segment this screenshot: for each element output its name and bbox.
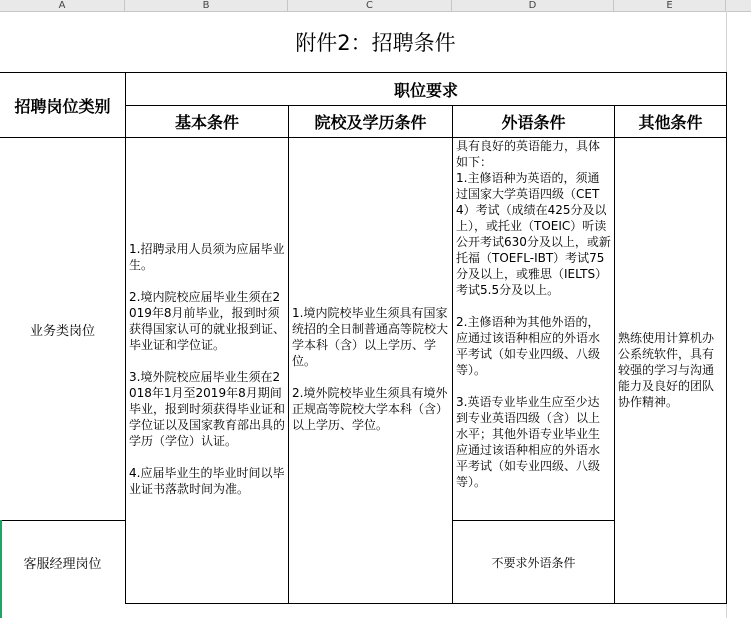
border-line — [125, 603, 727, 604]
border-line — [726, 72, 727, 604]
border-line — [125, 105, 727, 106]
page-title[interactable]: 附件2：招聘条件 — [295, 31, 456, 55]
language-conditions-cell[interactable]: 具有良好的英语能力，具体如下： 1.主修语种为英语的，须通过国家大学英语四级（CET4）考试（成绩在425分及以上），或托业（TOEIC）听读公开考试630分及以上，或新托福（TOEFL-IBT）考试75分及以上，或雅思（IELTS）考试5.5分及以上。 2.主修语种为其他外语的，应通过该语种相应的外语水平考试（如专业四级、八级等）。 3.英语专业毕业生应至少达到专业英语四级（含）以上水平；其他外语专业毕业生应通过该语种相应的外语水平考试（如专业四级、八级等）。 — [456, 139, 611, 489]
border-line — [452, 105, 453, 604]
header-category[interactable]: 招聘岗位类别 — [14, 96, 111, 116]
border-line — [288, 105, 289, 604]
header-other[interactable]: 其他条件 — [638, 113, 703, 132]
column-header-b[interactable]: B — [125, 0, 288, 11]
basic-conditions-cell[interactable]: 1.招聘录用人员须为应届毕业生。 2.境内院校应届毕业生须在2019年8月前毕业，报到时须获得国家认可的就业报到证、毕业证和学位证。 3.境外院校应届毕业生须在2018年1月至2019年8月期间毕业，报到时须获得毕业证和学位证以及国家教育部出具的学历（学位）认证。 4.应届毕业生的毕业时间以毕业证书落款时间为准。 — [129, 242, 286, 496]
school-conditions-cell[interactable]: 1.境内院校毕业生须具有国家统招的全日制普通高等院校大学本科（含）以上学历、学位。 2.境外院校毕业生须具有境外正规高等院校大学本科（含）以上学历、学位。 — [292, 306, 449, 432]
column-header-d[interactable]: D — [452, 0, 614, 11]
column-header-e[interactable]: E — [614, 0, 726, 11]
column-header-a[interactable]: A — [0, 0, 125, 11]
header-school[interactable]: 院校及学历条件 — [314, 113, 427, 132]
border-line — [0, 137, 727, 138]
header-requirements[interactable]: 职位要求 — [393, 80, 458, 100]
header-basic[interactable]: 基本条件 — [174, 113, 239, 132]
other-conditions-cell[interactable]: 熟练使用计算机办公系统软件，具有较强的学习与沟通能力及良好的团队协作精神。 — [618, 331, 715, 409]
language-service-cell[interactable]: 不要求外语条件 — [491, 556, 576, 570]
row-business-category[interactable]: 业务类岗位 — [29, 323, 95, 339]
header-language[interactable]: 外语条件 — [501, 113, 566, 132]
column-header-c[interactable]: C — [288, 0, 452, 11]
row-service-category[interactable]: 客服经理岗位 — [23, 557, 102, 572]
border-line — [125, 72, 126, 604]
column-header-bar — [0, 0, 751, 12]
border-line — [453, 520, 614, 521]
border-line — [0, 72, 727, 73]
border-line — [0, 520, 125, 521]
border-line — [614, 105, 615, 604]
selection-indicator — [0, 520, 2, 618]
